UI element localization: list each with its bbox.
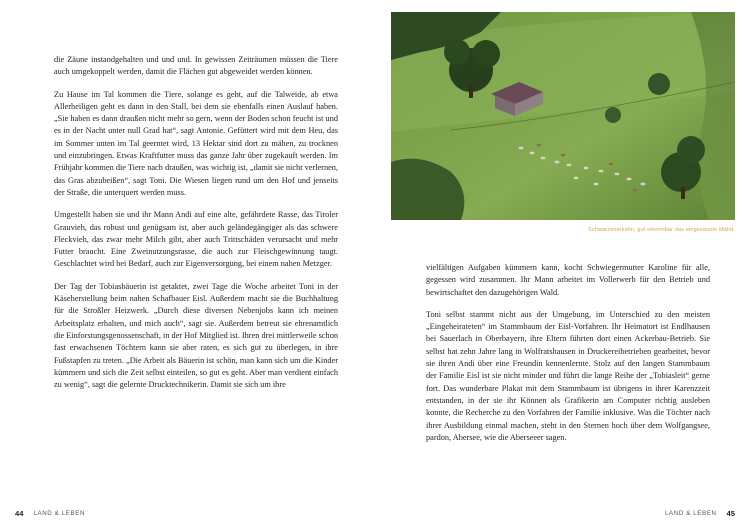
alpine-meadow-photo [391, 12, 735, 220]
page-number: 45 [726, 509, 735, 518]
right-footer [665, 509, 735, 518]
paragraph: Der Tag der Tobiasbäuerin ist getaktet, zwei Tage die Woche arbeitet Toni in der Käseherstellung beim nahen Schafbauer Eisl. Außerdem macht sie die Buchhaltung für die Stroßler Heizwerk. „Durch diese diversen Nebenjobs kann ich meinen Arbeitsplatz erhalten, und mich auch“, sagt sie. Außerdem betreut sie ehrenamtlich die Einforstungsgenossenschaft, in der Hof Mitglied ist. Ihren drei mittlerweile schon fast erwachsenen Töchtern kann sie aber raten, es sich gut zu überlegen, in ihre Fußstapfen zu treten. „Die Arbeit als Bäuerin ist schön, man kann sich um die Kinder kümmern und sich die Zeit selbst einteilen, so gut es geht. Aber man verdient einfach zu wenig“, sagt die gelernte Drucktechnikerin. Damit sie sich um ihre [54, 281, 338, 390]
paragraph: die Zäune instandgehalten und und und. In gewissen Zeiträumen müssen die Tiere auch umgekoppelt werden, damit die Flächen gut abgeweidet werden können. [54, 55, 338, 77]
paragraph: Zu Hause im Tal kommen die Tiere, solange es geht, auf die Talweide, ab etwa Allerheiligen geht es dann in den Stall, bei dem sie ebenfalls einen Auslauf haben. „Sie haben es dann draußen nicht mehr so gern, wenn der Boden schon feucht ist und es in der Nacht unter null Grad hat“, sagt Antonie. Gefüttert wird mit dem Heu, das im Sommer unten im Tal geerntet wird, 13 Hektar sind dort zu mähen, zu trocknen und einzubringen. Etwas Kraftfutter muss das ganze Jahr über zugekauft werden. Im Frühjahr kommen die Tiere nach draußen, was wichtig ist, „damit sie nicht verlernen, das Gras abzubeißen“, sagt Toni. Die Wiesen liegen rund um den Hof und jenseits der Straße, die unterquert werden muss. [54, 89, 338, 197]
left-page-text [54, 54, 338, 401]
left-footer [15, 509, 85, 518]
paragraph: Umgestellt haben sie und ihr Mann Andi auf eine alte, gefährdete Rasse, das Tiroler Grauvieh, das robust und genügsam ist, aber auch geländegängiger als das schwere Fleckvieh, das zwar mehr Milch gibt, aber auch Trittschäden verursacht und mehr Futter braucht. Eine Zweinutzungsrasse, die auch zur Fleischgewinnung taugt. Geschlachtet wird bei Bedarf, auch zur Eigenversorgung, bei einem nahen Metzger. [54, 210, 338, 269]
section-label: LAND & LEBEN [33, 510, 86, 517]
right-page-text [426, 262, 710, 454]
paragraph: vielfältigen Aufgaben kümmern kann, kocht Schwiegermutter Karoline für alle, gegessen wird zusammen. Ihr Mann arbeitet im Vollerwerb für den Betrieb und bewirtschaftet den dazugehörigen Wald. [426, 263, 710, 297]
page-number: 44 [15, 509, 24, 518]
photo-caption: Schwarzenerkalm, gut erkennbar das eingezäunte Mähd. [588, 227, 735, 233]
section-label: LAND & LEBEN [664, 510, 717, 517]
paragraph: Toni selbst stammt nicht aus der Umgebung, im Unterschied zu den meisten „Eingeheirateten“ im Stammbaum der Eisl-Vorfahren. Ihr Heimatort ist Endlhausen bei Sauerlach in Oberbayern, ihre Eltern führten dort einen Ackerbau-Betrieb. Sie selbst hat zehn Jahre lang in Wolfratshausen in Druckereibetrieben gearbeitet, bevor sie ihren Andi über eine Freundin kennenlernte. Stolz auf den langen Stammbaum der Familie Eisl ist sie nicht minder und führt die lange Reihe der „Tobiasleit“ gerne fort. Das wunderbare Plakat mit dem Stammbaum ist übrigens in ihrer Karenzzeit entstanden, in der sie ihr Können als Grafikerin am Computer richtig ausleben konnte, die Recherche zu den Vorfahren der Familie inklusive. Was die Töchter nach ihrer Ausbildung einmal machen, steht in den Sternen hoch über dem Wolfgangsee, pardon, Abersee, wie die Aberseeer sagen. [426, 309, 710, 442]
